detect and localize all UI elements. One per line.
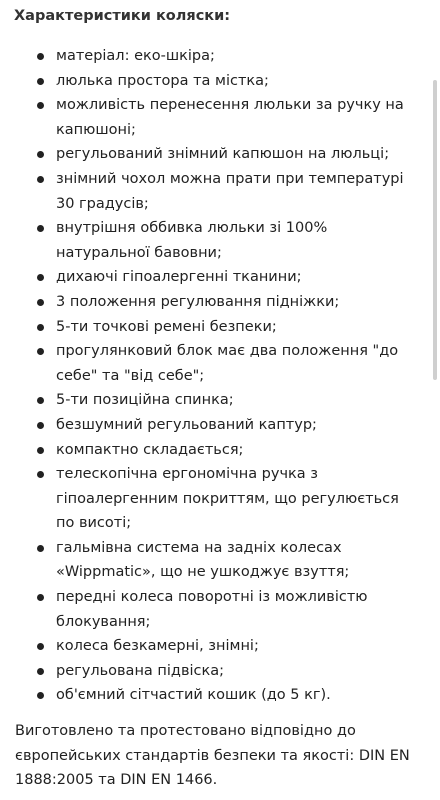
bullet-icon [37,471,44,478]
list-item [0,634,428,659]
list-item [0,167,428,216]
list-item [0,388,428,413]
list-item [0,659,428,684]
list-item [0,142,428,167]
bullet-icon [37,692,44,699]
bullet-icon [37,422,44,429]
list-item-text: матеріал: еко-шкіра; [56,48,215,64]
scrollbar-thumb[interactable] [433,80,437,380]
bullet-icon [37,225,44,232]
list-item-text: регульована підвіска; [56,662,225,679]
bullet-icon [37,299,44,306]
bullet-icon [37,594,44,601]
list-item-text: люлька простора та містка; [56,72,269,89]
list-item-text: 3 положення регулювання підніжки; [56,293,340,310]
list-item [0,462,428,536]
list-item [0,315,428,340]
section-heading: Характеристики коляски: [14,8,231,24]
list-item-text: гальмівна система на задніх колесах «Wippmatic», що не ушкоджує взуття; [56,539,350,581]
list-item [0,265,428,290]
list-item-text: внутрішня оббивка люльки зі 100% натуральної бавовни; [56,220,328,261]
list-item-text: знімний чохол можна прати при температурі 30 градусів; [56,170,404,212]
list-item [0,69,428,94]
list-item [0,339,428,388]
bullet-icon [37,102,44,109]
list-item [0,216,428,265]
list-item-text: регульований знімний капюшон на люльці; [56,146,390,163]
list-item [0,290,428,315]
list-item [0,44,428,69]
bullet-icon [37,151,44,158]
list-item [0,438,428,463]
list-item-text: можливість перенесення люльки за ручку на капюшоні; [56,97,404,138]
bullet-icon [37,447,44,454]
list-item-text: колеса безкамерні, знімні; [56,638,259,655]
bullet-icon [37,53,44,60]
list-item-text: безшумний регульований каптур; [56,416,317,433]
bullet-icon [37,78,44,85]
list-item [0,536,428,585]
list-item-text: передні колеса поворотні із можливістю блокування; [56,589,368,630]
list-item-text: 5-ти позиційна спинка; [56,392,234,409]
bullet-icon [37,668,44,675]
list-item-text: об'ємний сітчастий кошик (до 5 кг). [56,687,331,704]
bullet-icon [37,324,44,331]
standards-paragraph: Виготовлено та протестовано відповідно до європейських стандартів безпеки та якості: DIN EN 1888:2005 та DIN EN 1466. [15,723,410,789]
bullet-icon [37,397,44,404]
bullet-icon [37,545,44,552]
list-item [0,93,428,142]
list-item-text: телескопічна ергономічна ручка з гіпоалергенним покриттям, що регулюється по висоті; [56,466,399,532]
bullet-icon [37,643,44,650]
list-item [0,585,428,634]
bullet-icon [37,348,44,355]
list-item [0,683,428,708]
list-item-text: прогулянковий блок має два положення "до себе" та "від себе"; [56,343,399,384]
list-item [0,413,428,438]
list-item-text: 5-ти точкові ремені безпеки; [56,318,277,335]
list-item-text: компактно складається; [56,441,244,458]
features-list [0,25,428,708]
scrollbar[interactable] [428,0,440,800]
bullet-icon [37,176,44,183]
bullet-icon [37,274,44,281]
list-item-text: дихаючі гіпоалергенні тканини; [56,269,302,286]
